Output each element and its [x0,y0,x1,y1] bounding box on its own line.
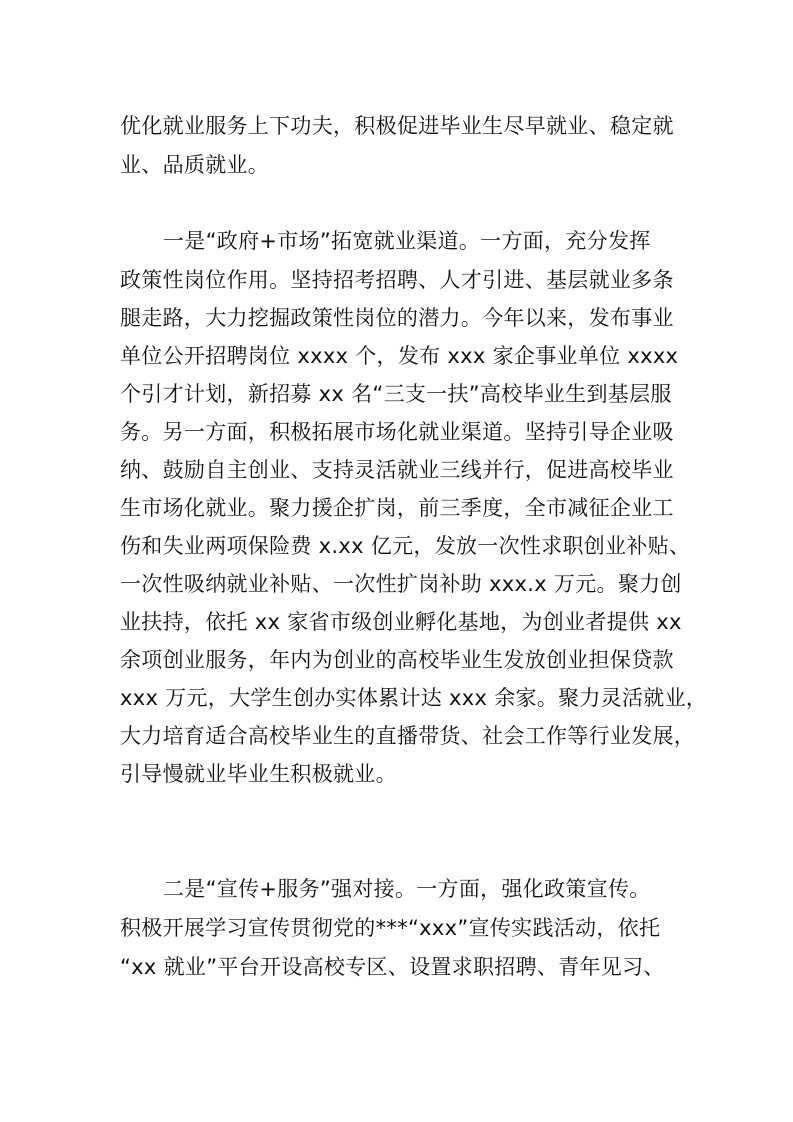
paragraph-line: 二是“宣传+服务”强对接。一方面，强化政策宣传。 [163,877,651,901]
paragraph-line: 引导慢就业毕业生积极就业。 [120,762,397,786]
paragraph-line: 积极开展学习宣传贯彻党的***“xxx”宣传实践活动，依托 [120,916,661,940]
paragraph-line: 单位公开招聘岗位 xxxx 个，发布 xxx 家企事业单位 xxxx [120,344,679,368]
paragraph-line: 纳、鼓励自主创业、支持灵活就业三线并行，促进高校毕业 [120,458,674,482]
paragraph-line: 一次性吸纳就业补贴、一次性扩岗补助 xxx.x 万元。聚力创 [120,572,682,596]
paragraph-line: 业扶持，依托 xx 家省市级创业孵化基地，为创业者提供 xx [120,610,682,634]
paragraph-line: 政策性岗位作用。坚持招考招聘、人才引进、基层就业多条 [120,268,674,292]
paragraph-line: 腿走路，大力挖掘政策性岗位的潜力。今年以来，发布事业 [120,306,674,330]
paragraph-line: 余项创业服务，年内为创业的高校毕业生发放创业担保贷款 [120,648,674,672]
paragraph-line: 伤和失业两项保险费 x.xx 亿元，发放一次性求职创业补贴、 [120,534,691,558]
paragraph-line: 个引才计划，新招募 xx 名“三支一扶”高校毕业生到基层服 [120,382,672,406]
paragraph-line: 优化就业服务上下功夫，积极促进毕业生尽早就业、稳定就 [120,114,674,138]
paragraph-line: “xx 就业”平台开设高校专区、设置求职招聘、青年见习、 [120,955,665,979]
paragraph-line: 业、品质就业。 [120,153,270,177]
paragraph-line: 一是“政府+市场”拓宽就业渠道。一方面，充分发挥 [163,229,651,253]
paragraph-line: 生市场化就业。聚力援企扩岗，前三季度，全市减征企业工 [120,496,674,520]
paragraph-line: 大力培育适合高校毕业生的直播带货、社会工作等行业发展， [120,724,696,748]
paragraph-line: xxx 万元，大学生创办实体累计达 xxx 余家。聚力灵活就业， [120,686,708,710]
paragraph-line: 务。另一方面，积极拓展市场化就业渠道。坚持引导企业吸 [120,420,674,444]
